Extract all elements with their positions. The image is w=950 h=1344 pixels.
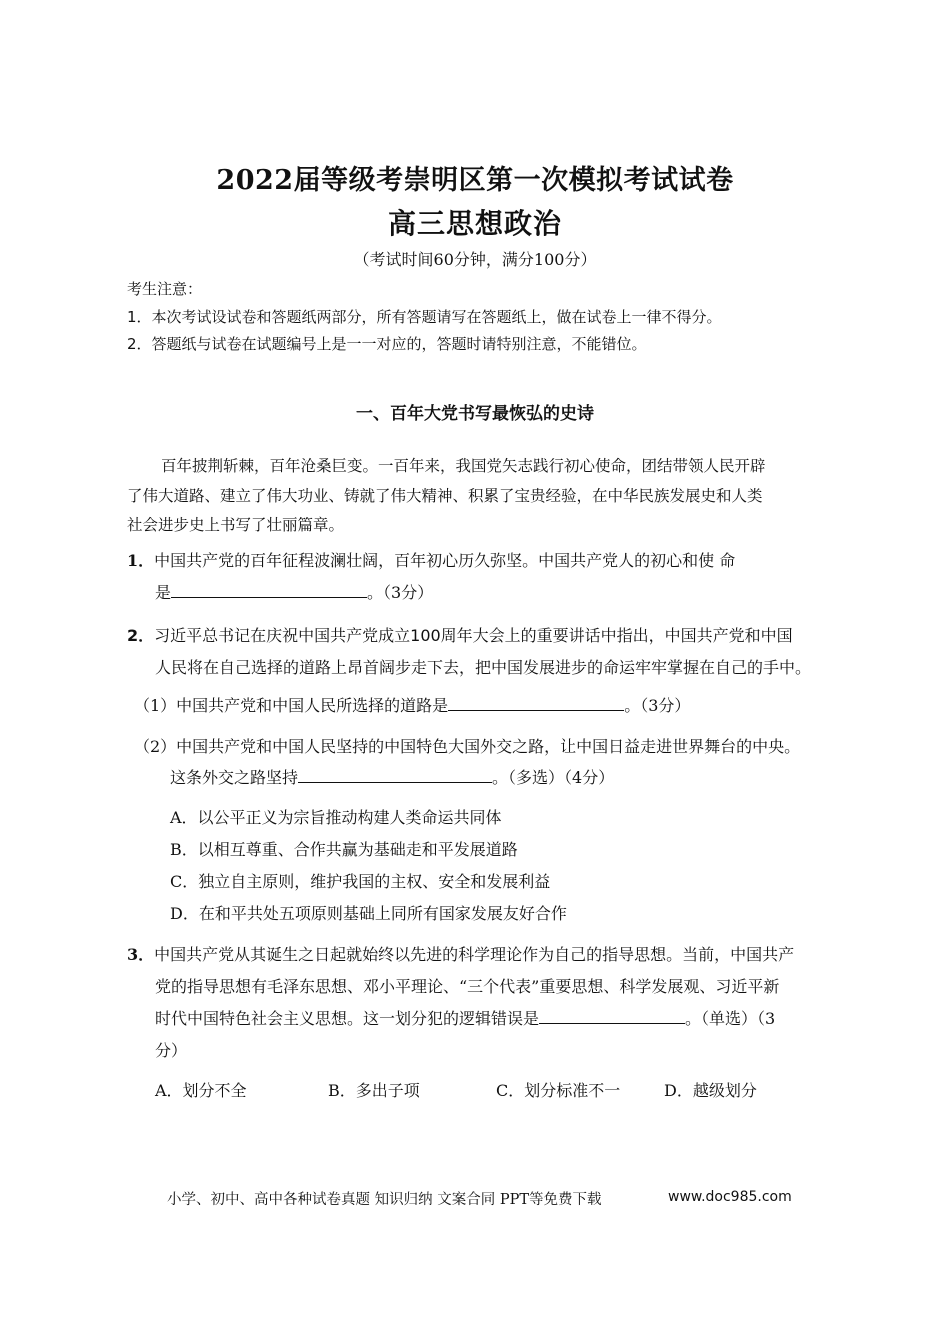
question-3-line-4: 分） — [155, 1041, 188, 1060]
question-1-line-2 — [155, 580, 433, 603]
answer-blank[interactable] — [298, 766, 492, 783]
notice-title: 考生注意： — [127, 280, 203, 298]
question-2-sub-2: （2）中国共产党和中国人民坚持的中国特色大国外交之路，让中国日益走进世界舞台的中央。 — [134, 737, 801, 756]
question-score: 。（多选）（4分） — [492, 768, 615, 787]
question-3-line-3 — [155, 1006, 775, 1029]
answer-blank[interactable] — [171, 581, 367, 598]
question-text: 中国共产党的百年征程波澜壮阔，百年初心历久弥坚。中国共产党人的初心和使 命 — [154, 551, 736, 570]
exam-info: （考试时间60分钟，满分100分） — [353, 250, 597, 269]
question-1 — [127, 548, 735, 571]
question-score: 。（3分） — [624, 696, 691, 715]
question-2-sub-1 — [134, 693, 690, 716]
option-b[interactable]: B．以相互尊重、合作共赢为基础走和平发展道路 — [170, 840, 518, 859]
question-text: （1）中国共产党和中国人民所选择的道路是 — [134, 696, 449, 715]
question-number: 1． — [127, 551, 155, 570]
option-c[interactable]: C．划分标准不一 — [496, 1081, 621, 1100]
intro-paragraph-line: 社会进步史上书写了壮丽篇章。 — [127, 516, 345, 534]
question-2 — [127, 623, 793, 646]
footer-site-link[interactable]: www.doc985.com — [668, 1189, 792, 1205]
footer-text: 小学、初中、高中各种试卷真题 知识归纳 文案合同 PPT等免费下载 — [167, 1192, 602, 1208]
question-score: 。（单选）（3 — [685, 1009, 776, 1028]
question-2-sub-2-line-2 — [170, 765, 614, 788]
question-number: 2． — [127, 626, 155, 645]
question-number: 3． — [127, 945, 155, 964]
section-heading: 一、百年大党书写最恢弘的史诗 — [356, 404, 594, 424]
intro-paragraph-line: 百年披荆斩棘，百年沧桑巨变。一百年来，我国党矢志践行初心使命，团结带领人民开辟 — [161, 457, 766, 475]
answer-blank[interactable] — [539, 1007, 685, 1024]
option-b[interactable]: B．多出子项 — [328, 1081, 420, 1100]
question-text: 时代中国特色社会主义思想。这一划分犯的逻辑错误是 — [155, 1009, 540, 1028]
question-text: 习近平总书记在庆祝中国共产党成立100周年大会上的重要讲话中指出，中国共产党和中国 — [154, 626, 793, 645]
option-c[interactable]: C．独立自主原则，维护我国的主权、安全和发展利益 — [170, 872, 551, 891]
option-d[interactable]: D．越级划分 — [664, 1081, 757, 1100]
notice-item: 2．答题纸与试卷在试题编号上是一一对应的，答题时请特别注意，不能错位。 — [127, 335, 647, 353]
exam-title: 2022届等级考崇明区第一次模拟考试试卷 — [216, 165, 734, 196]
option-a[interactable]: A．划分不全 — [155, 1081, 247, 1100]
question-text: 中国共产党从其诞生之日起就始终以先进的科学理论作为自己的指导思想。当前，中国共产 — [154, 945, 795, 964]
question-2-line-2: 人民将在自己选择的道路上昂首阔步走下去，把中国发展进步的命运牢牢掌握在自己的手中。 — [155, 658, 812, 677]
answer-blank[interactable] — [448, 694, 624, 711]
exam-subject: 高三思想政治 — [387, 207, 562, 240]
question-3-line-2: 党的指导思想有毛泽东思想、邓小平理论、“三个代表”重要思想、科学发展观、习近平新 — [155, 977, 780, 996]
option-d[interactable]: D．在和平共处五项原则基础上同所有国家发展友好合作 — [170, 904, 567, 923]
question-text: 这条外交之路坚持 — [170, 768, 299, 787]
notice-item: 1．本次考试设试卷和答题纸两部分，所有答题请写在答题纸上，做在试卷上一律不得分。 — [127, 308, 722, 326]
question-3 — [127, 942, 794, 965]
question-text: 是 — [155, 583, 172, 602]
question-score: 。（3分） — [367, 583, 434, 602]
option-a[interactable]: A．以公平正义为宗旨推动构建人类命运共同体 — [170, 808, 502, 827]
intro-paragraph-line: 了伟大道路、建立了伟大功业、铸就了伟大精神、积累了宝贵经验，在中华民族发展史和人类 — [127, 487, 763, 505]
